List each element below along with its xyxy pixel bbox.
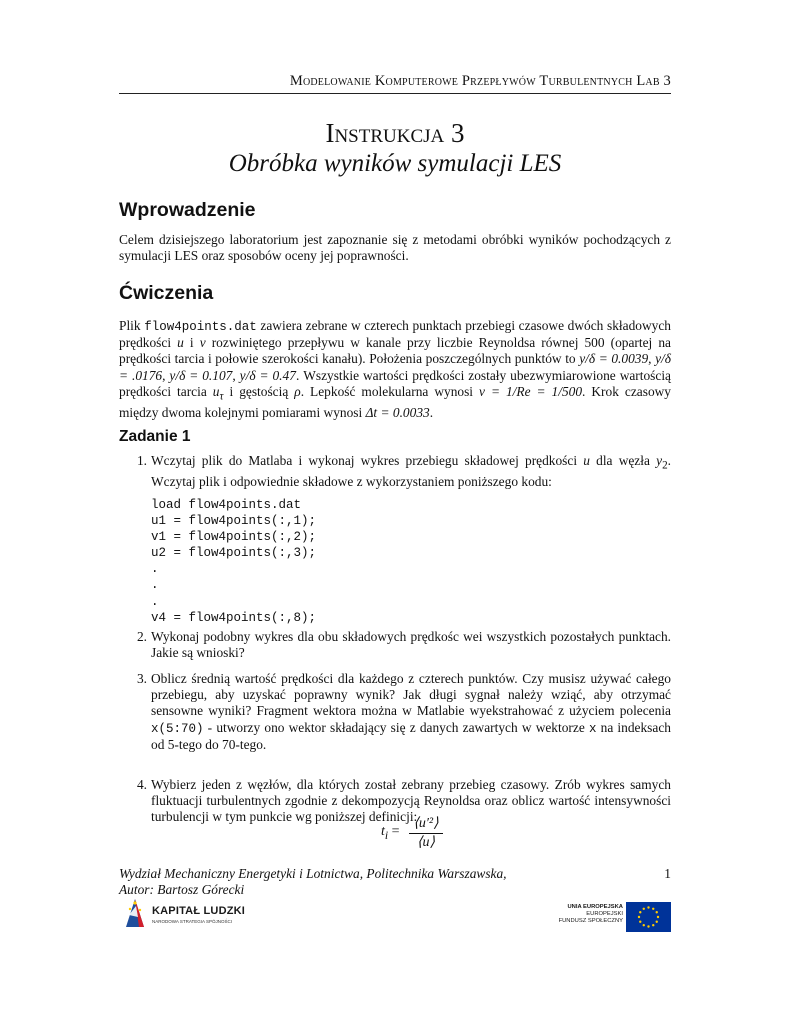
math-timestep: Δt = 0.0033 <box>365 404 430 420</box>
exercises-paragraph <box>119 318 671 421</box>
eu-star-icon <box>643 924 645 926</box>
formula-symbol: t <box>381 824 385 839</box>
kapital-ludzki-subtitle: NARODOWA STRATEGIA SPÓJNOŚCI <box>152 919 233 924</box>
text-run: . <box>429 404 434 420</box>
formula-denominator: ⟨u⟩ <box>417 835 435 850</box>
eu-line-3: FUNDUSZ SPOŁECZNY <box>558 918 623 925</box>
formula-lhs <box>381 824 400 842</box>
eu-star-icon <box>639 911 641 913</box>
running-header: Modelowanie Komputerowe Przepływów Turbulentnych Lab 3 <box>289 73 671 89</box>
math-viscosity: ν = 1/Re = 1/500 <box>479 383 583 399</box>
eu-star-icon <box>652 908 654 910</box>
eu-star-icon <box>652 924 654 926</box>
eu-social-fund-logo <box>560 901 671 933</box>
text-run: Oblicz średnią wartość prędkości dla każdego z czterech punktów. Czy musisz używać całego przebiegu, aby uzyskać poprawny wynik? Jak długi sygnał należy wziąć, aby otrzymać sensowne wyniki? Fragment wektora można w Matlabie wyekstrahować z użyciem polecenia <box>151 671 671 719</box>
math-position-3: y/δ = 0.107 <box>169 367 233 383</box>
text-run: na indeksach od 5-tego do 70-tego. <box>151 719 671 752</box>
header-rule <box>119 93 671 94</box>
page-footer <box>119 866 671 898</box>
eu-star-icon <box>647 925 649 927</box>
math-position-2: y/δ = .0176 <box>119 351 671 383</box>
eu-flag-icon <box>626 902 671 932</box>
math-position-4: y/δ = 0.47 <box>239 367 296 383</box>
eu-star-icon <box>638 916 640 918</box>
text-run: - utworzy ono wektor składający się z danych zawartych w wektorze <box>203 719 589 735</box>
text-run: Wczytaj plik do Matlaba i wykonaj wykres przebiegu składowej prędkości <box>151 453 584 468</box>
kapital-ludzki-emblem-icon <box>120 897 150 931</box>
inline-code: x(5:70) <box>151 721 204 736</box>
text-run: rozwiniętego przepływu w kanale przy liczbie Reynoldsa równej 500 (opartej na prędkości tarcia i połowie szerokości kanału). Położenia poszczególnych punktów to <box>119 335 671 367</box>
eu-line-2: EUROPEJSKI <box>586 911 623 918</box>
text-run: . Wczytaj plik i odpowiednie składowe z wykorzystaniem poniższego kodu: <box>151 453 671 489</box>
kapital-ludzki-logo <box>120 897 260 931</box>
eu-star-icon <box>656 911 658 913</box>
math-u: u <box>583 453 590 468</box>
text-run: . Wszystkie wartości prędkości zostały ubezwymiarowione wartością prędkości tarcia <box>119 367 672 399</box>
kapital-ludzki-name: KAPITAŁ LUDZKI <box>152 905 246 917</box>
fraction-bar <box>409 833 443 834</box>
formula-numerator: ⟨u′²⟩ <box>413 816 439 831</box>
math-position-1: y/δ = 0.0039 <box>579 351 649 367</box>
text-run: , <box>232 367 240 383</box>
eu-star-icon <box>643 908 645 910</box>
math-v: v <box>199 335 206 351</box>
subsection-heading-task1: Zadanie 1 <box>119 428 191 445</box>
list-text <box>151 671 671 753</box>
eu-star-icon <box>647 906 649 908</box>
text-run: i gęstością <box>223 383 295 399</box>
math-y: y <box>656 453 663 468</box>
filename-code: flow4points.dat <box>144 320 257 334</box>
formula-equals: = <box>388 824 400 839</box>
section-heading-exercises: Ćwiczenia <box>119 282 214 304</box>
list-number: 2. <box>136 629 147 644</box>
eu-star-icon <box>639 921 641 923</box>
text-run: . Krok czasowy między dwoma kolejnymi pomiarami wynosi <box>119 383 672 420</box>
eu-star-icon <box>657 916 659 918</box>
list-text: Wykonaj podobny wykres dla obu składowych prędkośc wei wszystkich pozostałych punktach. Jakie są wnioski? <box>151 629 671 661</box>
formula-subscript: i <box>384 828 389 842</box>
document-subtitle: Obróbka wyników symulacji LES <box>228 150 562 177</box>
text-run: i <box>183 335 200 351</box>
code-block: load flow4points.dat u1 = flow4points(:,1); v1 = flow4points(:,2); u2 = flow4points(:,3); . . . v4 = flow4points(:,8); <box>151 498 317 625</box>
text-run: zawiera zebrane w czterech punktach przebiegi czasowe dwóch składowych prędkości <box>119 318 671 351</box>
text-run: , <box>162 367 170 383</box>
text-run: Plik <box>119 318 145 333</box>
math-rho: ρ <box>294 383 301 399</box>
eu-star-icon <box>656 921 658 923</box>
math-subscript-tau: τ <box>219 390 224 403</box>
intro-paragraph: Celem dzisiejszego laboratorium jest zapoznanie się z metodami obróbki wyników pochodzących z symulacji LES oraz sposobów oceny jej poprawności. <box>119 232 671 264</box>
section-heading-intro: Wprowadzenie <box>119 199 256 221</box>
footer-author: Autor: Bartosz Górecki <box>119 882 245 898</box>
text-run: , <box>648 351 656 367</box>
list-text: Wybierz jeden z węzłów, dla których został zebrany przebieg czasowy. Zrób wykres samych fluktuacji turbulentnych zgodnie z dekompozycją Reynoldsa oraz oblicz wartość intensywności turbulencji w tym punkcie wg poniższej definicji: <box>151 777 671 825</box>
footer-affiliation: Wydział Mechaniczny Energetyki i Lotnictwa, Politechnika Warszawska, <box>119 866 507 881</box>
inline-code: x <box>588 721 597 736</box>
text-run: dla węzła <box>589 453 657 468</box>
page-number: 1 <box>664 866 671 881</box>
eu-logo-text <box>559 904 623 926</box>
eu-line-1: UNIA EUROPEJSKA <box>567 904 623 910</box>
list-number: 3. <box>136 671 147 686</box>
formula-fraction <box>409 816 443 851</box>
list-number: 1. <box>136 453 147 468</box>
math-u: u <box>177 335 184 351</box>
document-title: Instrukcja 3 <box>325 118 465 148</box>
list-text <box>151 453 671 490</box>
text-run: . Lepkość molekularna wynosi <box>300 383 480 399</box>
math-u-tau: u <box>212 383 220 399</box>
math-subscript-2: 2 <box>662 459 668 472</box>
title-block <box>119 118 671 180</box>
list-number: 4. <box>136 777 147 792</box>
